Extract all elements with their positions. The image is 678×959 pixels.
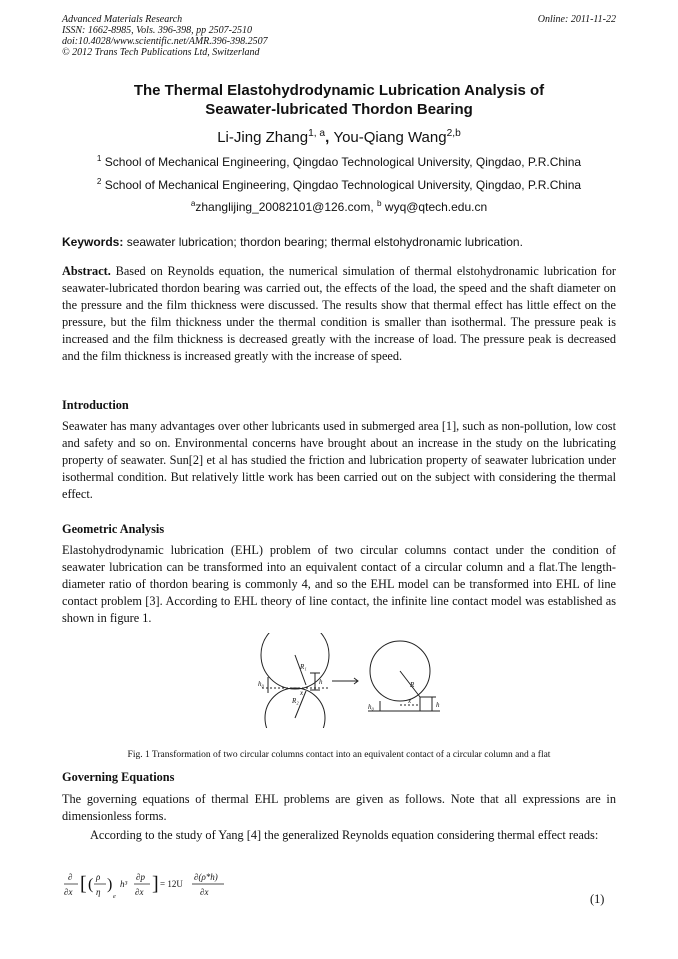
email-b-sup: b	[377, 199, 382, 208]
heading-governing-equations: Governing Equations	[62, 770, 175, 784]
eq-h3: h³	[120, 879, 128, 889]
governing-text-2: According to the study of Yang [4] the generalized Reynolds equation considering thermal effect reads:	[90, 828, 599, 842]
introduction-text: Seawater has many advantages over other lubricants used in submerged area [1], such as non-pollution, low cost and safety and so on. Environmental concerns have brought about an increase in the study on the lubricating property of seawater. Sun[2] et al has studied the friction and lubrication property of seawater lubrication under isothermal condition. But relatively little work has been carried out on the subject with considering the thermal effect.	[62, 419, 616, 501]
eq-d-top: ∂	[68, 872, 73, 882]
eq-rhs: = 12U	[160, 879, 183, 889]
eq-bracket-left: [	[80, 873, 87, 895]
label-r2: R₂	[292, 697, 299, 705]
eq-sub-e: e	[113, 894, 116, 900]
label-h0-flat: h₀	[368, 703, 374, 711]
lower-column	[265, 688, 325, 728]
keywords-label: Keywords:	[62, 235, 124, 249]
equation-1	[64, 868, 284, 902]
affiliation-2-text: School of Mechanical Engineering, Qingdao Technological University, Qingdao, P.R.China	[101, 178, 582, 192]
email-a-sup: a	[190, 199, 196, 208]
affiliation-2-num: 2	[96, 177, 102, 186]
eq-dx-3: ∂x	[200, 887, 209, 897]
copyright: © 2012 Trans Tech Publications Ltd, Switzerland	[62, 47, 260, 58]
author-2: You-Qiang Wang	[333, 129, 447, 146]
eq-dx-2: ∂x	[135, 887, 144, 897]
author-2-sup: 2,b	[446, 128, 461, 139]
eq-paren-right: )	[107, 876, 113, 893]
email-b[interactable]: wyq@qtech.edu.cn	[381, 200, 488, 214]
eq-dp: ∂p	[136, 872, 145, 882]
keywords	[62, 235, 616, 250]
heading-geometric-analysis: Geometric Analysis	[62, 522, 165, 536]
eq-num: ∂(ρ*h)	[194, 872, 218, 882]
eq-dx-bottom: ∂x	[64, 887, 73, 897]
title-line-1: The Thermal Elastohydrodynamic Lubrication Analysis of	[133, 82, 545, 99]
affiliation-1-num: 1	[96, 154, 102, 163]
heading-introduction: Introduction	[62, 398, 129, 412]
eq-rho: ρ	[96, 872, 101, 882]
geometric-analysis-text: Elastohydrodynamic lubrication (EHL) problem of two circular columns contact under the condition of seawater lubrication can be transformed into an equivalent contact of a circular column and a flat.The length-diameter ratio of thordon bearing is commonly 4, and so the EHL model can be transformed into EHL of line contact problem [3]. According to EHL theory of line contact, the infinite line contact model was established as shown in figure 1.	[62, 543, 616, 625]
author-1: Li-Jing Zhang	[217, 129, 309, 146]
abstract-label: Abstract.	[62, 264, 111, 278]
journal-name: Advanced Materials Research	[62, 14, 183, 25]
label-h-flat: h	[436, 701, 440, 709]
title-line-2: Seawater-lubricated Thordon Bearing	[205, 101, 473, 118]
emails	[62, 200, 616, 215]
abstract-text: Based on Reynolds equation, the numerical simulation of thermal elstohydronamic lubrication for seawater-lubricated thordon bearing was carried out, the effects of the load, the speed and the shaft diameter on the pressure and the film thickness were discussed. The results show that thermal effect has little effect on the pressure, but the film thickness under the thermal condition is smaller than isothermal. The pressure peak is increased and the film thickness is decreased greatly with the increase of load. The pressure peak is decreased and the film thickness is increased greatly with the increase of speed.	[62, 264, 616, 363]
governing-text-1: The governing equations of thermal EHL problems are given as follows. Note that all expressions are in dimensionless forms.	[62, 792, 616, 823]
figure-1-caption: Fig. 1 Transformation of two circular columns contact into an equivalent contact of a circular column and a flat	[127, 750, 551, 760]
label-r: R	[410, 681, 415, 689]
author-separator: ,	[325, 129, 334, 146]
abstract	[62, 263, 616, 365]
issn: ISSN: 1662-8985, Vols. 396-398, pp 2507-2510	[62, 25, 252, 36]
authors	[62, 129, 616, 147]
figure-1-diagram	[250, 633, 640, 728]
affiliation-1-text: School of Mechanical Engineering, Qingdao Technological University, Qingdao, P.R.China	[101, 155, 582, 169]
paper-title	[62, 81, 616, 119]
equation-1-number: (1)	[590, 892, 605, 906]
label-r1: R₁	[300, 663, 307, 671]
eq-eta: η	[96, 887, 101, 897]
keywords-text: seawater lubrication; thordon bearing; thermal elstohydronamic lubrication.	[123, 235, 523, 249]
affiliation-1	[62, 155, 616, 170]
label-h0: h₀	[258, 680, 264, 688]
email-a[interactable]: zhanglijing_20082101@126.com,	[195, 200, 378, 214]
label-x: x	[300, 689, 304, 697]
doi: doi:10.4028/www.scientific.net/AMR.396-398.2507	[62, 36, 268, 47]
eq-paren-left: (	[88, 876, 94, 893]
label-x-flat: x	[408, 697, 412, 705]
journal-header	[62, 14, 616, 58]
label-h: h	[319, 678, 323, 686]
affiliation-2	[62, 178, 616, 193]
eq-bracket-right: ]	[152, 873, 159, 895]
author-1-sup: 1, a	[308, 128, 326, 139]
online-date: Online: 2011-11-22	[537, 14, 616, 25]
